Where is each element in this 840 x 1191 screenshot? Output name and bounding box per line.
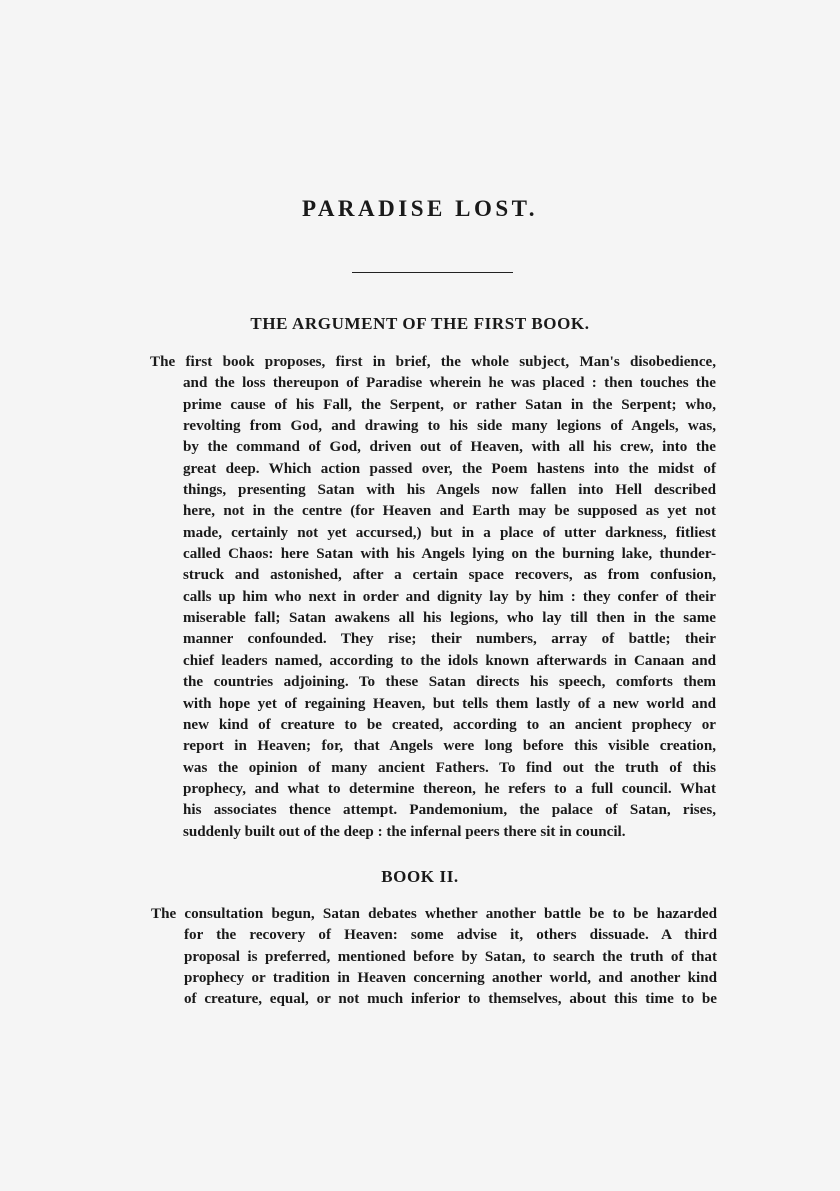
text-line: manner confounded. They rise; their numbers, array of battle; their xyxy=(183,631,716,648)
text-line: calls up him who next in order and dignity lay by him : they confer of their xyxy=(183,588,716,605)
book-two-heading: BOOK II. xyxy=(381,867,459,886)
text-line: miserable fall; Satan awakens all his legions, who lay till then in the same xyxy=(183,610,716,627)
text-line: with hope yet of regaining Heaven, but tells them lastly of a new world and xyxy=(183,695,716,712)
text-line: The consultation begun, Satan debates whether another battle be to be hazarded xyxy=(151,906,717,922)
text-line: revolting from God, and drawing to his side many legions of Angels, was, xyxy=(183,418,716,435)
text-line: struck and astonished, after a certain space recovers, as from confusion, xyxy=(183,567,716,584)
book-two-paragraph xyxy=(151,904,717,1011)
text-line: was the opinion of many ancient Fathers. To find out the truth of this xyxy=(183,759,716,776)
argument-paragraph xyxy=(150,352,716,843)
text-line: proposal is preferred, mentioned before by Satan, to search the truth of that xyxy=(184,948,717,965)
argument-heading: THE ARGUMENT OF THE FIRST BOOK. xyxy=(250,314,590,333)
text-line: report in Heaven; for, that Angels were long before this visible creation, xyxy=(183,738,716,755)
text-line: prime cause of his Fall, the Serpent, or rather Satan in the Serpent; who, xyxy=(183,396,716,413)
text-line: things, presenting Satan with his Angels now fallen into Hell described xyxy=(183,482,716,499)
page-title: PARADISE LOST. xyxy=(301,196,539,221)
text-line: for the recovery of Heaven: some advise it, others dissuade. A third xyxy=(184,927,717,944)
text-line: here, not in the centre (for Heaven and Earth may be supposed as yet not xyxy=(183,503,716,520)
text-line: The first book proposes, first in brief, the whole subject, Man's disobedience, xyxy=(150,354,716,370)
text-line: made, certainly not yet accursed,) but in a place of utter darkness, fitliest xyxy=(183,524,716,541)
text-line: great deep. Which action passed over, the Poem hastens into the midst of xyxy=(183,460,716,477)
text-line: prophecy or tradition in Heaven concerning another world, and another kind xyxy=(184,970,717,987)
title-divider xyxy=(352,272,513,273)
text-line: the countries adjoining. To these Satan directs his speech, comforts them xyxy=(183,674,716,691)
text-line: suddenly built out of the deep : the infernal peers there sit in council. xyxy=(183,823,626,840)
text-line: new kind of creature to be created, according to an ancient prophecy or xyxy=(183,716,716,733)
text-line: his associates thence attempt. Pandemonium, the palace of Satan, rises, xyxy=(183,802,716,819)
text-line: and the loss thereupon of Paradise wherein he was placed : then touches the xyxy=(183,375,716,392)
text-line: prophecy, and what to determine thereon, he refers to a full council. What xyxy=(183,780,716,797)
text-line: called Chaos: here Satan with his Angels lying on the burning lake, thunder- xyxy=(183,546,716,563)
text-line: of creature, equal, or not much inferior to themselves, about this time to be xyxy=(184,991,717,1008)
text-line: by the command of God, driven out of Heaven, with all his crew, into the xyxy=(183,439,716,456)
text-line: chief leaders named, according to the idols known afterwards in Canaan and xyxy=(183,652,716,669)
